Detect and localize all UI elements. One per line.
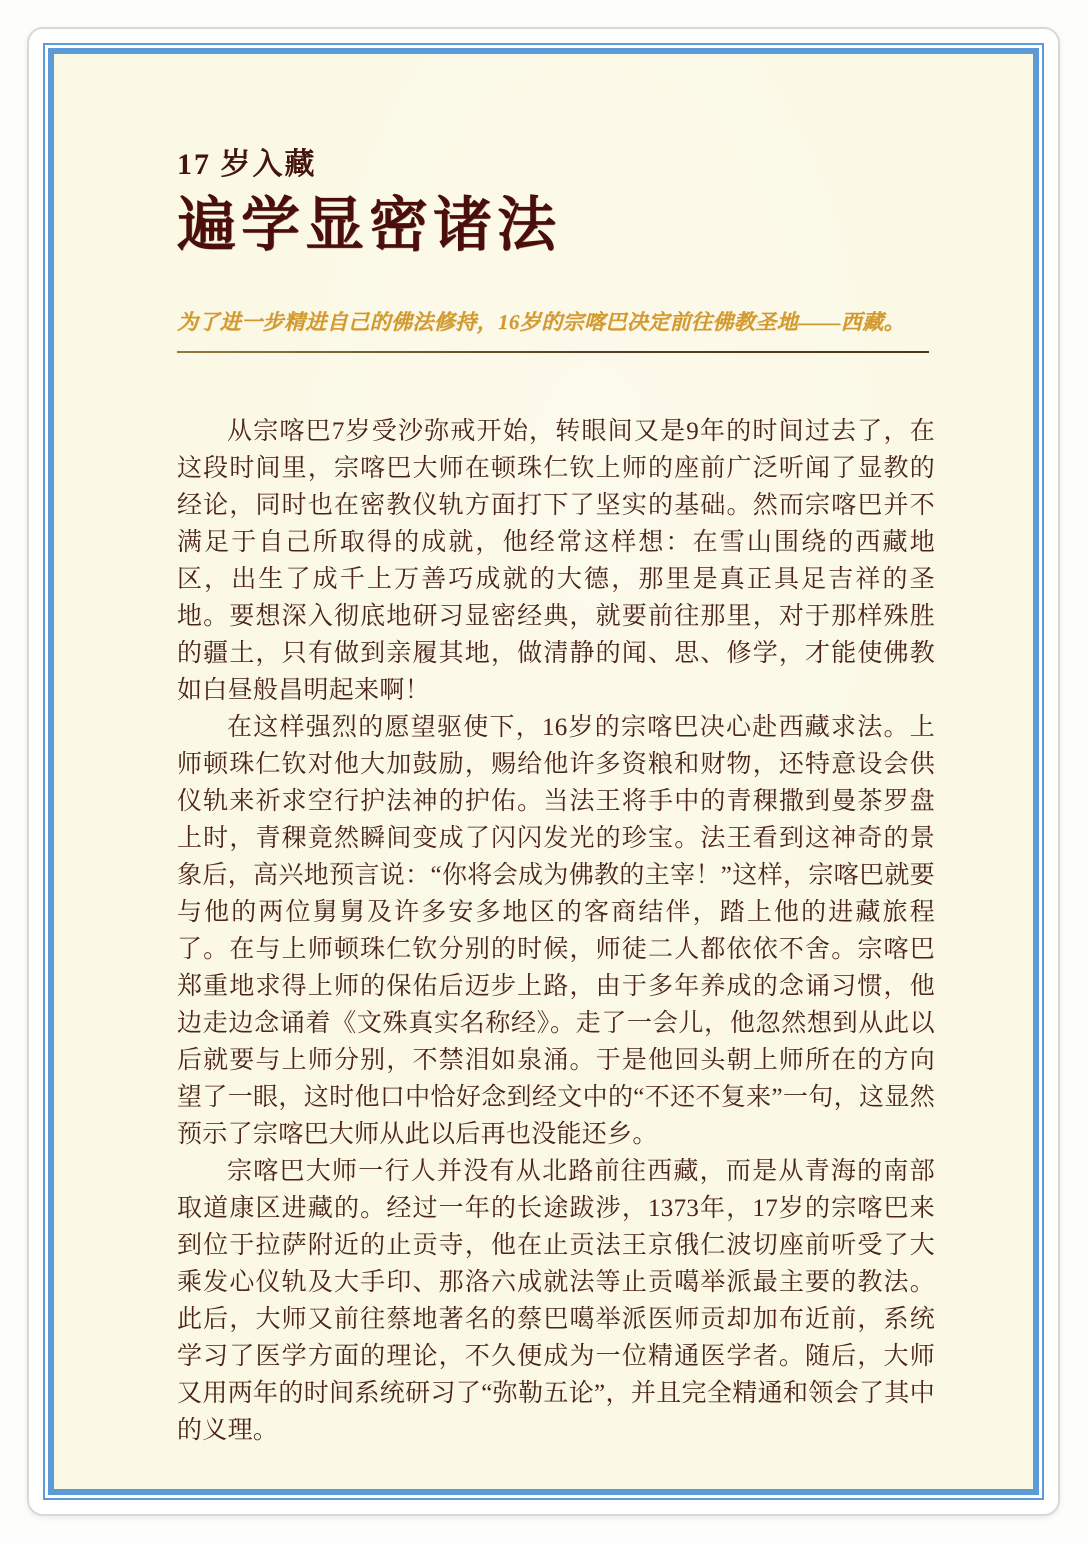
body-paragraph-2: 在这样强烈的愿望驱使下，16岁的宗喀巴决心赴西藏求法。上师顿珠仁钦对他大加鼓励，赐给他许多资粮和财物，还特意设会供仪轨来祈求空行护法神的护佑。当法王将手中的青稞撒到曼茶罗盘上时，青稞竟然瞬间变成了闪闪发光的珍宝。法王看到这神奇的景象后，高兴地预言说：“你将会成为佛教的主宰！”这样，宗喀巴就要与他的两位舅舅及许多安多地区的客商结伴，踏上他的进藏旅程了。在与上师顿珠仁钦分别的时候，师徒二人都依依不舍。宗喀巴郑重地求得上师的保佑后迈步上路，由于多年养成的念诵习惯，他边走边念诵着《文殊真实名称经》。走了一会儿，他忽然想到从此以后就要与上师分别，不禁泪如泉涌。于是他回头朝上师所在的方向望了一眼，这时他口中恰好念到经文中的“不还不复来”一句，这显然预示了宗喀巴大师从此以后再也没能还乡。 (177, 713, 935, 1148)
intro-lede: 为了进一步精进自己的佛法修持，16岁的宗喀巴决定前往佛教圣地——西藏。 (177, 309, 905, 334)
chapter-kicker: 17 岁入藏 (177, 148, 317, 181)
body-paragraph-3: 宗喀巴大师一行人并没有从北路前往西藏，而是从青海的南部取道康区进藏的。经过一年的长途跋涉，1373年，17岁的宗喀巴来到位于拉萨附近的止贡寺，他在止贡法王京俄仁波切座前听受了大乘发心仪轨及大手印、那洛六成就法等止贡噶举派最主要的教法。此后，大师又前往蔡地著名的蔡巴噶举派医师贡却加布近前，系统学习了医学方面的理论，不久便成为一位精通医学者。随后，大师又用两年的时间系统研习了“弥勒五论”，并且完全精通和领会了其中的义理。 (177, 1157, 935, 1444)
body-paragraph-1: 从宗喀巴7岁受沙弥戒开始，转眼间又是9年的时间过去了，在这段时间里，宗喀巴大师在顿珠仁钦上师的座前广泛听闻了显教的经论，同时也在密教仪轨方面打下了坚实的基础。然而宗喀巴并不满足于自己所取得的成就，他经常这样想：在雪山围绕的西藏地区，出生了成千上万善巧成就的大德，那里是真正具足吉祥的圣地。要想深入彻底地研习显密经典，就要前往那里，对于那样殊胜的疆土，只有做到亲履其地，做清静的闻、思、修学，才能使佛教如白昼般昌明起来啊！ (177, 417, 935, 704)
page-content (177, 148, 937, 1449)
paper-background (54, 54, 1033, 1489)
divider-rule (177, 351, 929, 353)
page-card (27, 27, 1060, 1516)
decorative-frame-outer (43, 43, 1044, 1500)
chapter-title: 遍学显密诸法 (177, 192, 562, 258)
decorative-frame-inner (48, 48, 1039, 1495)
article-body (177, 413, 935, 1449)
